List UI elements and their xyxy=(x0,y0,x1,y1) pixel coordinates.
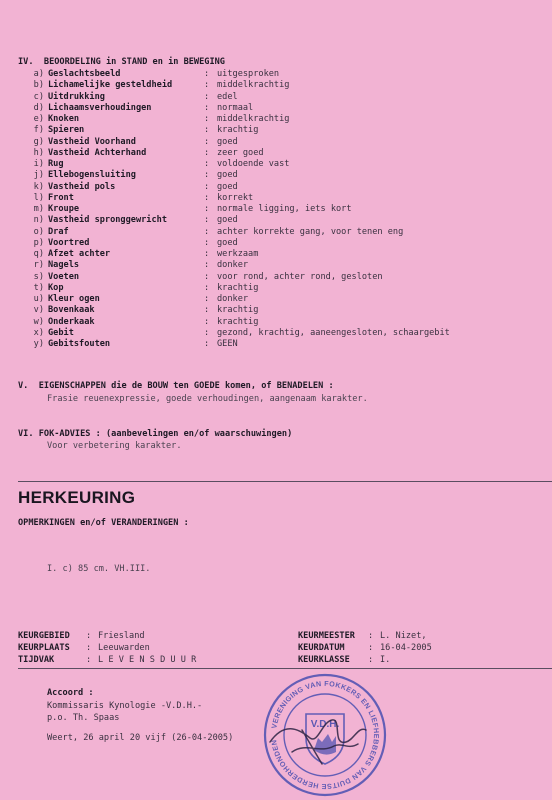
tijdvak-colon: : xyxy=(86,655,92,665)
evaluation-value: voor rond, achter rond, gesloten xyxy=(217,271,383,282)
evaluation-colon: : xyxy=(204,249,210,259)
evaluation-letter: o) xyxy=(33,226,44,237)
evaluation-letter: n) xyxy=(33,215,44,226)
evaluation-label: Vastheid Achterhand xyxy=(48,147,147,158)
evaluation-value: goed xyxy=(217,215,238,226)
keurdatum-value: 16-04-2005 xyxy=(380,643,432,653)
evaluation-letter: a) xyxy=(33,69,44,79)
evaluation-label: Rug xyxy=(48,159,64,169)
evaluation-colon: : xyxy=(204,305,210,316)
evaluation-letter: m) xyxy=(33,204,44,214)
evaluation-colon: : xyxy=(204,215,210,226)
evaluation-colon: : xyxy=(204,316,210,327)
accoord-line1: Kommissaris Kynologie -V.D.H.- xyxy=(47,701,203,711)
evaluation-value: gezond, krachtig, aaneengesloten, schaargebit xyxy=(217,327,450,338)
keurplaats-value: Leeuwarden xyxy=(98,643,150,653)
evaluation-value: normale ligging, iets kort xyxy=(217,204,352,214)
accoord-title: Accoord : xyxy=(47,688,94,698)
evaluation-label: Nagels xyxy=(48,260,80,271)
evaluation-letter: e) xyxy=(33,114,44,124)
keurplaats-label: KEURPLAATS xyxy=(18,643,70,653)
evaluation-colon: : xyxy=(204,237,210,248)
evaluation-label: Vastheid pols xyxy=(48,181,116,192)
keurdatum-colon: : xyxy=(368,643,374,653)
evaluation-value: normaal xyxy=(217,102,254,113)
evaluation-colon: : xyxy=(204,114,210,124)
evaluation-letter: c) xyxy=(33,91,44,102)
evaluation-colon: : xyxy=(204,125,210,136)
evaluation-value: goed xyxy=(217,136,238,147)
evaluation-label: Vastheid spronggewricht xyxy=(48,215,167,226)
evaluation-value: uitgesproken xyxy=(217,69,280,79)
evaluation-letter: s) xyxy=(33,271,44,282)
evaluation-letter: x) xyxy=(33,327,44,338)
evaluation-letter: y) xyxy=(33,339,44,349)
evaluation-label: Kroupe xyxy=(48,204,80,214)
evaluation-value: voldoende vast xyxy=(217,159,290,169)
tijdvak-value: L E V E N S D U U R xyxy=(98,655,197,665)
evaluation-letter: q) xyxy=(33,249,44,259)
evaluation-value: krachtig xyxy=(217,282,259,293)
evaluation-value: krachtig xyxy=(217,305,259,316)
section-vi-text: Voor verbetering karakter. xyxy=(47,441,182,451)
section-vi-title: FOK-ADVIES : (aanbevelingen en/of waarschuwingen) xyxy=(38,429,293,439)
vdh-seal-stamp xyxy=(262,672,388,798)
evaluation-label: Knoken xyxy=(48,114,80,124)
evaluation-colon: : xyxy=(204,271,210,282)
evaluation-letter: t) xyxy=(33,282,44,293)
keurmeester-colon: : xyxy=(368,631,374,641)
evaluation-label: Ellebogensluiting xyxy=(48,170,136,181)
keurklasse-colon: : xyxy=(368,655,374,665)
tijdvak-label: TIJDVAK xyxy=(18,655,55,665)
evaluation-letter: h) xyxy=(33,147,44,158)
keurmeester-value: L. Nizet, xyxy=(380,631,427,641)
evaluation-label: Voortred xyxy=(48,237,90,248)
stamp-ring-text: VERENIGING VAN FOKKERS EN LIEFHEBBERS VAN DUITSE HERDERHONDEN xyxy=(269,678,382,792)
keurdatum-label: KEURDATUM xyxy=(298,643,345,653)
evaluation-letter: b) xyxy=(33,80,44,91)
evaluation-value: achter korrekte gang, voor tenen eng xyxy=(217,226,404,237)
keurgebied-value: Friesland xyxy=(98,631,145,641)
evaluation-colon: : xyxy=(204,282,210,293)
evaluation-label: Kleur ogen xyxy=(48,294,100,304)
evaluation-value: middelkrachtig xyxy=(217,80,290,91)
evaluation-colon: : xyxy=(204,102,210,113)
evaluation-colon: : xyxy=(204,339,210,349)
keurklasse-label: KEURKLASSE xyxy=(298,655,350,665)
evaluation-label: Geslachtsbeeld xyxy=(48,69,121,79)
evaluation-value: middelkrachtig xyxy=(217,114,290,124)
evaluation-value: krachtig xyxy=(217,316,259,327)
accoord-line2: p.o. Th. Spaas xyxy=(47,713,120,723)
evaluation-letter: d) xyxy=(33,102,44,113)
keurmeester-label: KEURMEESTER xyxy=(298,631,355,641)
keurplaats-colon: : xyxy=(86,643,92,653)
evaluation-label: Gebitsfouten xyxy=(48,339,111,349)
evaluation-value: werkzaam xyxy=(217,249,259,259)
evaluation-label: Front xyxy=(48,192,74,203)
herkeuring-title: HERKEURING xyxy=(18,488,136,507)
evaluation-colon: : xyxy=(204,159,210,169)
evaluation-label: Spieren xyxy=(48,125,85,136)
evaluation-colon: : xyxy=(204,147,210,158)
section-v-text: Frasie reuenexpressie, goede verhoudingen, aangenaam karakter. xyxy=(47,394,368,404)
evaluation-value: donker xyxy=(217,260,249,271)
evaluation-colon: : xyxy=(204,260,210,271)
keurgebied-label: KEURGEBIED xyxy=(18,631,70,641)
evaluation-label: Bovenkaak xyxy=(48,305,95,316)
evaluation-letter: u) xyxy=(33,294,44,304)
evaluation-letter: r) xyxy=(33,260,44,271)
evaluation-colon: : xyxy=(204,181,210,192)
evaluation-label: Lichaamsverhoudingen xyxy=(48,102,152,113)
section-v-number: V. xyxy=(18,381,29,391)
evaluation-letter: i) xyxy=(33,159,44,169)
evaluation-colon: : xyxy=(204,80,210,91)
evaluation-value: zeer goed xyxy=(217,147,264,158)
stamp-center-text: V.D.H. xyxy=(310,719,340,730)
herkeuring-remark: I. c) 85 cm. VH.III. xyxy=(47,564,151,574)
evaluation-letter: f) xyxy=(33,125,44,136)
evaluation-value: korrekt xyxy=(217,192,254,203)
evaluation-colon: : xyxy=(204,327,210,338)
evaluation-letter: w) xyxy=(33,316,44,327)
svg-text:VERENIGING VAN FOKKERS EN LIEF xyxy=(269,679,381,791)
section-iv-header xyxy=(18,57,225,67)
evaluation-label: Afzet achter xyxy=(48,249,111,259)
keurklasse-value: I. xyxy=(380,655,391,665)
herkeuring-subtitle: OPMERKINGEN en/of VERANDERINGEN : xyxy=(18,518,189,528)
evaluation-label: Onderkaak xyxy=(48,316,95,327)
evaluation-letter: j) xyxy=(33,170,44,181)
evaluation-letter: l) xyxy=(33,192,44,203)
divider-top xyxy=(18,481,552,482)
evaluation-colon: : xyxy=(204,91,210,102)
section-iv-title: BEOORDELING in STAND en in BEWEGING xyxy=(43,57,225,67)
evaluation-colon: : xyxy=(204,170,210,181)
evaluation-value: edel xyxy=(217,91,238,102)
accoord-date: Weert, 26 april 20 vijf (26-04-2005) xyxy=(47,733,234,743)
keurgebied-colon: : xyxy=(86,631,92,641)
evaluation-letter: p) xyxy=(33,237,44,248)
evaluation-value: goed xyxy=(217,181,238,192)
evaluation-value: krachtig xyxy=(217,125,259,136)
evaluation-colon: : xyxy=(204,192,210,203)
evaluation-value: goed xyxy=(217,237,238,248)
evaluation-value: donker xyxy=(217,294,249,304)
evaluation-label: Lichamelijke gesteldheid xyxy=(48,80,173,91)
evaluation-colon: : xyxy=(204,294,210,304)
evaluation-value: goed xyxy=(217,170,238,181)
evaluation-label: Draf xyxy=(48,226,69,237)
evaluation-letter: k) xyxy=(33,181,44,192)
evaluation-colon: : xyxy=(204,136,210,147)
evaluation-letter: v) xyxy=(33,305,44,316)
evaluation-colon: : xyxy=(204,204,210,214)
section-v-title: EIGENSCHAPPEN die de BOUW ten GOEDE komen, of BENADELEN : xyxy=(38,381,334,391)
evaluation-colon: : xyxy=(204,226,210,237)
section-v-header xyxy=(18,381,334,391)
evaluation-label: Gebit xyxy=(48,327,74,338)
evaluation-value: GEEN xyxy=(217,339,238,349)
section-iv-number: IV. xyxy=(18,57,34,67)
evaluation-label: Kop xyxy=(48,282,64,293)
evaluation-label: Uitdrukking xyxy=(48,91,105,102)
evaluation-label: Vastheid Voorhand xyxy=(48,136,136,147)
evaluation-label: Voeten xyxy=(48,271,80,282)
evaluation-colon: : xyxy=(204,69,210,79)
section-vi-header xyxy=(18,429,292,439)
evaluation-letter: g) xyxy=(33,136,44,147)
section-vi-number: VI. xyxy=(18,429,34,439)
divider-bottom xyxy=(18,668,552,669)
